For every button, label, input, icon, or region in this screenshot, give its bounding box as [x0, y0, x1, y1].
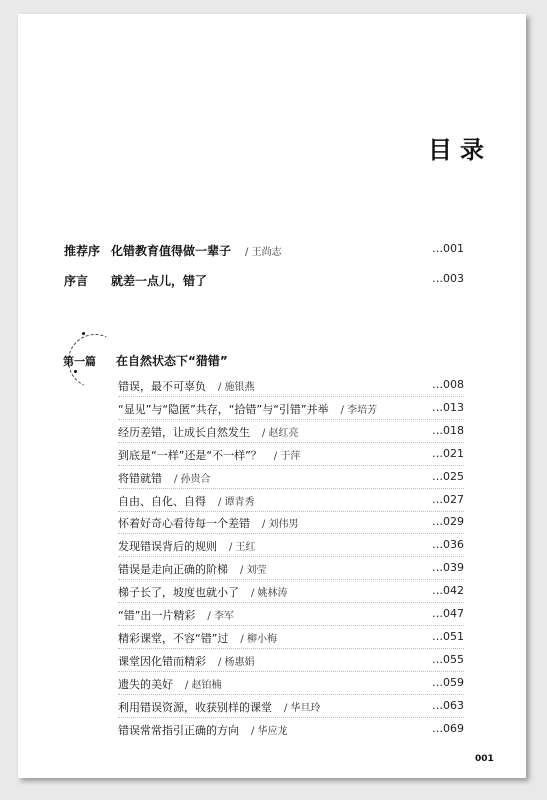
toc-front-row[interactable]	[18, 272, 526, 292]
entry-author: / 姚林涛	[251, 588, 288, 599]
entry-page: …036	[432, 538, 464, 551]
entry-title: 错误是走向正确的阶梯 / 刘莹	[118, 563, 267, 576]
entry-title: 怀着好奇心看待每一个差错 / 刘伟男	[118, 517, 299, 530]
entry-title: 梯子长了，坡度也就小了 / 姚林涛	[118, 586, 288, 599]
book-page	[18, 14, 526, 778]
entry-title: 将错就错 / 孙贵合	[118, 472, 211, 485]
entry-title: 课堂因化错而精彩 / 杨惠娟	[118, 655, 255, 668]
entry-page: …027	[432, 493, 464, 506]
entry-page: …029	[432, 515, 464, 528]
entry-title: 遗失的美好 / 赵铂楠	[118, 678, 222, 691]
entry-author: / 赵铂楠	[185, 680, 222, 691]
entry-divider	[118, 671, 464, 672]
entry-author: / 孙贵合	[174, 474, 211, 485]
section-title: 在自然状态下“猎错”	[116, 354, 228, 368]
entry-title: 利用错误资源，收获别样的课堂 / 华旦玲	[118, 701, 321, 714]
entry-page: …059	[432, 676, 464, 689]
entry-title: 精彩课堂，不容“错”过 / 柳小梅	[118, 632, 277, 645]
entry-page: …025	[432, 470, 464, 483]
entry-page: …008	[432, 378, 464, 391]
front-page: …003	[432, 272, 464, 285]
entry-author: / 李军	[207, 611, 234, 622]
entry-page: …063	[432, 699, 464, 712]
entry-divider	[118, 465, 464, 466]
entry-page: …051	[432, 630, 464, 643]
ornament-dot	[82, 332, 85, 335]
page-title: 目录	[428, 135, 492, 164]
front-label: 推荐序	[64, 244, 101, 258]
entry-divider	[118, 488, 464, 489]
entry-title: 自由、自化、自得 / 谭青秀	[118, 495, 255, 508]
entry-title: “错”出一片精彩 / 李军	[118, 609, 234, 622]
entry-divider	[118, 442, 464, 443]
entry-author: / 刘莹	[240, 565, 267, 576]
entry-page: …018	[432, 424, 464, 437]
entry-divider	[118, 625, 464, 626]
entry-divider	[118, 579, 464, 580]
entry-divider	[118, 533, 464, 534]
toc-front-row[interactable]	[18, 242, 526, 262]
front-label: 序言	[64, 274, 89, 288]
entry-author: / 杨惠娟	[218, 657, 255, 668]
front-title: 就差一点儿，错了	[111, 274, 208, 288]
section-label: 第一篇	[63, 355, 96, 368]
ornament-dot	[74, 370, 77, 373]
entry-author: / 刘伟男	[262, 519, 299, 530]
entry-page: …047	[432, 607, 464, 620]
entry-title: 经历差错，让成长自然发生 / 赵红亮	[118, 426, 299, 439]
entry-divider	[118, 602, 464, 603]
entry-title: 错误常常指引正确的方向 / 华应龙	[118, 724, 288, 737]
entry-title: 错误，最不可辜负 / 施银燕	[118, 380, 255, 393]
entry-divider	[118, 511, 464, 512]
entry-page: …069	[432, 722, 464, 735]
entry-author: / 李培芳	[340, 405, 378, 416]
entry-author: / 华旦玲	[284, 703, 321, 714]
entry-title: 到底是“一样”还是“不一样”？ / 于萍	[118, 449, 301, 462]
entry-page: …055	[432, 653, 464, 666]
entry-author: / 柳小梅	[240, 634, 277, 645]
entry-author: / 施银燕	[218, 382, 255, 393]
entry-author: / 于萍	[273, 451, 301, 462]
entry-page: …021	[432, 447, 464, 460]
front-title: 化错教育值得做一辈子 / 王尚志	[111, 244, 282, 258]
front-author: / 王尚志	[245, 247, 282, 258]
entry-author: / 谭青秀	[218, 497, 255, 508]
entry-divider	[118, 396, 464, 397]
entry-divider	[118, 717, 464, 718]
entry-divider	[118, 648, 464, 649]
page-number: 001	[475, 754, 494, 764]
entry-author: / 华应龙	[251, 726, 288, 737]
front-page: …001	[432, 242, 464, 255]
entry-divider	[118, 419, 464, 420]
entry-title: “显见”与“隐匿”共存，“拾错”与“引错”并举 / 李培芳	[118, 403, 378, 416]
entry-author: / 王红	[229, 542, 256, 553]
entry-author: / 赵红亮	[262, 428, 299, 439]
entry-page: …042	[432, 584, 464, 597]
entry-divider	[118, 556, 464, 557]
toc-entry[interactable]	[18, 722, 526, 744]
entry-page: …013	[432, 401, 464, 414]
entry-divider	[118, 694, 464, 695]
entry-title: 发现错误背后的规则 / 王红	[118, 540, 256, 553]
entry-page: …039	[432, 561, 464, 574]
